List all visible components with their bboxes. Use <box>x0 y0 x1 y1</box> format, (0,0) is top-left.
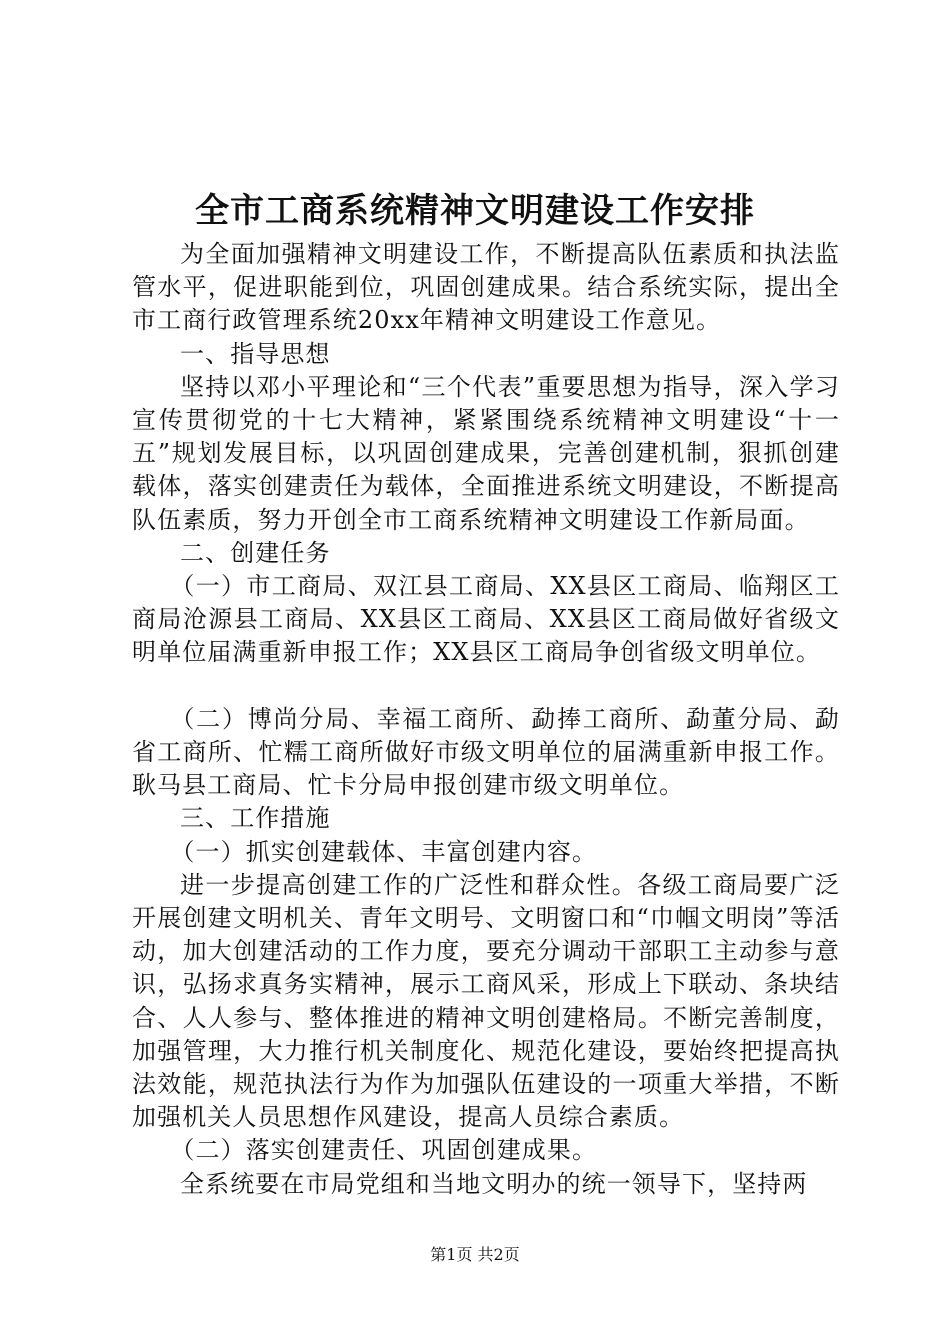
section-heading-measures: 三、工作措施 <box>180 804 331 833</box>
intro-paragraph: 为全面加强精神文明建设工作，不断提高队伍素质和执法监管水平，促进职能到位，巩固创建成果。结合系统实际，提出全市工商行政管理系统20xx年精神文明建设工作意见。 <box>132 240 840 335</box>
document-title: 全市工商系统精神文明建设工作安排 <box>195 191 755 231</box>
section-heading-guiding-thought: 一、指导思想 <box>180 339 331 368</box>
measure-heading-2: （二）落实创建责任、巩固创建成果。 <box>170 1136 598 1165</box>
measure-paragraph-1: 进一步提高创建工作的广泛性和群众性。各级工商局要广泛开展创建文明机关、青年文明号、文明窗口和“巾帼文明岗”等活动，加大创建活动的工作力度，要充分调动干部职工主动参与意识，弘扬求真务实精神，展示工商风采，形成上下联动、条块结合、人人参与、整体推进的精神文明创建格局。不断完善制度，加强管理，大力推行机关制度化、规范化建设，要始终把提高执法效能，规范执法行为作为加强队伍建设的一项重大举措，不断加强机关人员思想作风建设，提高人员综合素质。 <box>132 870 840 1132</box>
document-body <box>132 238 840 1201</box>
task-item-2: （二）博尚分局、幸福工商所、勐捧工商所、勐董分局、勐省工商所、忙糯工商所做好市级文明单位的届满重新申报工作。耿马县工商局、忙卡分局申报创建市级文明单位。 <box>132 704 840 800</box>
section-heading-tasks: 二、创建任务 <box>180 538 331 567</box>
blank-line <box>132 670 840 703</box>
measure-paragraph-2: 全系统要在市局党组和当地文明办的统一领导下，坚持两 <box>180 1169 808 1198</box>
task-item-1: （一）市工商局、双江县工商局、XX县区工商局、临翔区工商局沧源县工商局、XX县区工商局、XX县区工商局做好省级文明单位届满重新申报工作；XX县区工商局争创省级文明单位。 <box>132 572 840 667</box>
page-footer: 第1页 共2页 <box>430 1245 520 1264</box>
measure-heading-1: （一）抓实创建载体、丰富创建内容。 <box>170 837 598 866</box>
guiding-thought-paragraph: 坚持以邓小平理论和“三个代表”重要思想为指导，深入学习宣传贯彻党的十七大精神，紧紧围绕系统精神文明建设“十一五”规划发展目标，以巩固创建成果，完善创建机制，狠抓创建载体，落实创建责任为载体，全面推进系统文明建设，不断提高队伍素质，努力开创全市工商系统精神文明建设工作新局面。 <box>132 372 840 534</box>
